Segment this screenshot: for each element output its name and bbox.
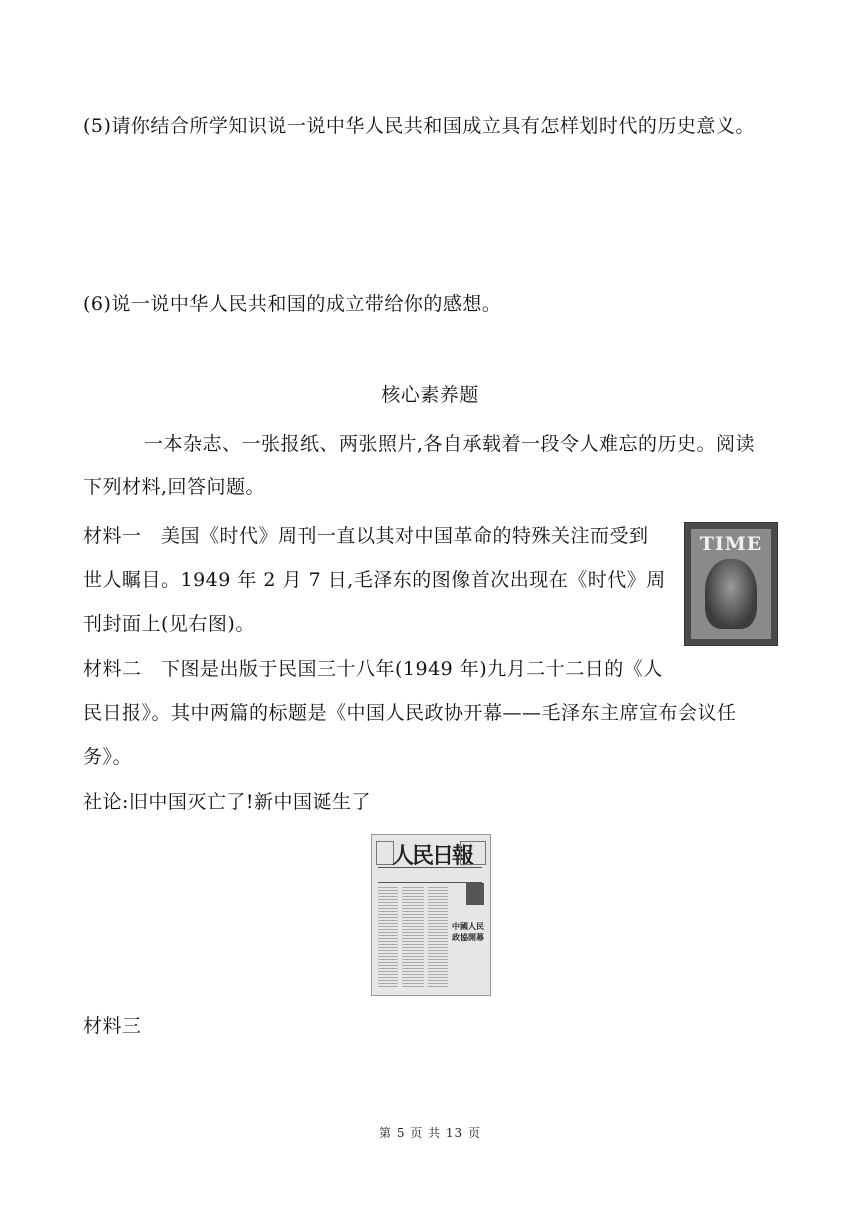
question-5: (5)请你结合所学知识说一说中华人民共和国成立具有怎样划时代的历史意义。 — [83, 115, 755, 137]
material-1-line-1: 材料一 美国《时代》周刊一直以其对中国革命的特殊关注而受到 — [83, 525, 649, 547]
material-3-label: 材料三 — [83, 1015, 142, 1037]
newspaper-masthead: 人民日報 — [392, 843, 473, 869]
newspaper-column — [402, 885, 424, 987]
material-1-line-3: 刊封面上(见右图)。 — [83, 613, 255, 635]
material-2-line-3: 务》。 — [83, 746, 133, 768]
portrait-image — [705, 559, 757, 629]
newspaper-headline-band — [378, 867, 482, 883]
newspaper-column — [378, 885, 398, 987]
time-magazine-cover-image — [684, 522, 778, 646]
material-2-line-1: 材料二 下图是出版于民国三十八年(1949 年)九月二十二日的《人 — [83, 658, 663, 680]
material-2-line-2: 民日报》。其中两篇的标题是《中国人民政协开幕——毛泽东主席宣布会议任 — [83, 702, 737, 724]
question-6: (6)说一说中华人民共和国的成立带给你的感想。 — [83, 293, 502, 315]
intro-paragraph-line-1: 一本杂志、一张报纸、两张照片,各自承载着一段令人难忘的历史。阅读 — [144, 433, 756, 455]
newspaper-headline: 中國人民政協開幕 — [452, 921, 484, 942]
section-title: 核心素养题 — [381, 384, 479, 406]
page-footer: 第 5 页 共 13 页 — [379, 1126, 481, 1140]
intro-paragraph-line-2: 下列材料,回答问题。 — [83, 476, 266, 498]
material-2-line-4: 社论:旧中国灭亡了!新中国诞生了 — [83, 791, 372, 813]
newspaper-column — [428, 885, 448, 987]
peoples-daily-newspaper-image — [371, 834, 491, 996]
newspaper-photo — [466, 883, 484, 905]
newspaper-ear-right — [460, 841, 486, 865]
time-masthead: TIME — [699, 533, 763, 555]
material-1-line-2: 世人瞩目。1949 年 2 月 7 日,毛泽东的图像首次出现在《时代》周 — [83, 569, 666, 591]
